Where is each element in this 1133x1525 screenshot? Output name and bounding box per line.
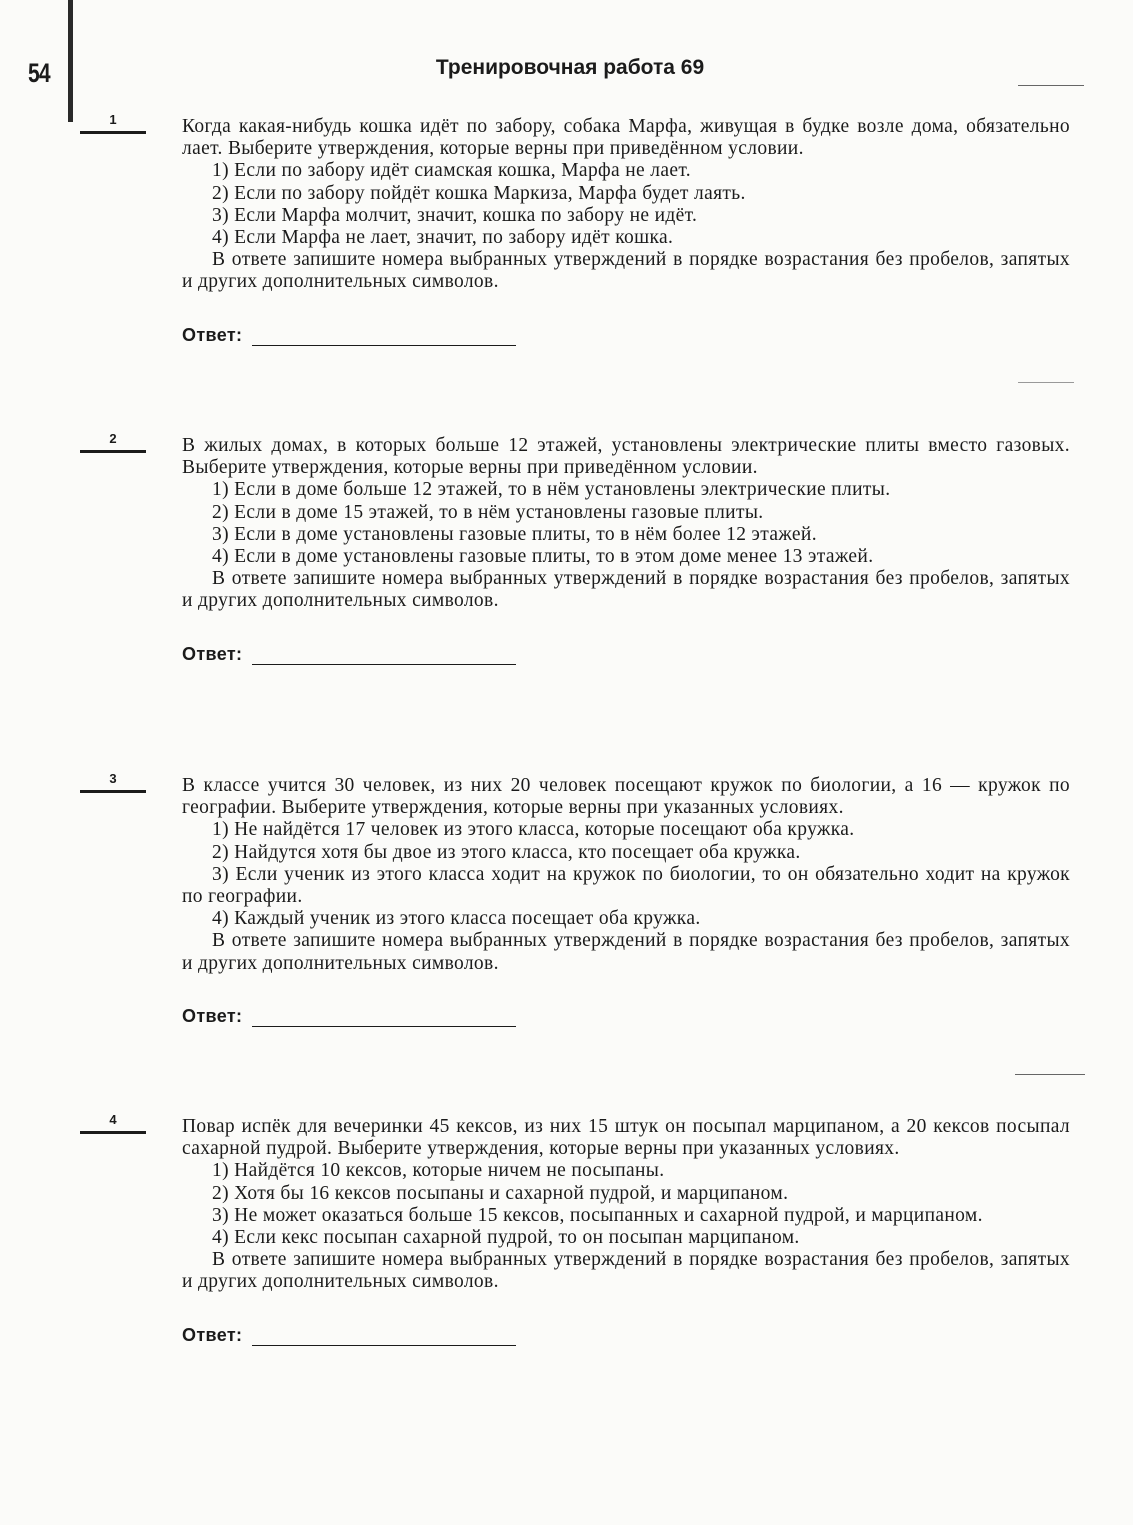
task-3	[80, 771, 1070, 1027]
scan-mark	[1015, 1074, 1085, 1075]
answer-row	[182, 1324, 1070, 1346]
task-intro: Когда какая-нибудь кошка идёт по забору, собака Марфа, живущая в будке возле дома, обязательно лает. Выберите утверждения, которые верны при приведённом условии.	[182, 116, 1070, 160]
task-instruction: В ответе запишите номера выбранных утверждений в порядке возрастания без пробелов, запятых и других дополнительных символов.	[182, 930, 1070, 974]
task-option: 3) Если ученик из этого класса ходит на кружок по биологии, то он обязательно ходит на кружок по географии.	[182, 863, 1070, 908]
answer-label: Ответ:	[182, 324, 243, 345]
page-title: Тренировочная работа 69	[435, 56, 705, 79]
task-intro: В классе учится 30 человек, из них 20 человек посещают кружок по биологии, а 16 — кружок по географии. Выберите утверждения, которые верны при указанных условиях.	[182, 775, 1070, 819]
task-instruction: В ответе запишите номера выбранных утверждений в порядке возрастания без пробелов, запятых и других дополнительных символов.	[182, 568, 1070, 612]
task-option: 2) Если в доме 15 этажей, то в нём установлены газовые плиты.	[212, 501, 764, 523]
answer-line[interactable]	[252, 1331, 516, 1346]
answer-row	[182, 1005, 1070, 1027]
task-instruction: В ответе запишите номера выбранных утверждений в порядке возрастания без пробелов, запятых и других дополнительных символов.	[182, 249, 1070, 293]
task-option: 1) Найдётся 10 кексов, которые ничем не посыпаны.	[212, 1160, 665, 1182]
margin-bar	[68, 0, 73, 122]
task-option: 4) Если в доме установлены газовые плиты, то в этом доме менее 13 этажей.	[212, 546, 874, 568]
answer-label: Ответ:	[182, 1324, 243, 1345]
answer-line[interactable]	[252, 331, 516, 346]
page-number: 54	[28, 58, 50, 88]
task-option: 3) Не может оказаться больше 15 кексов, посыпанных и сахарной пудрой, и марципаном.	[212, 1204, 983, 1226]
task-option: 4) Каждый ученик из этого класса посещает оба кружка.	[212, 908, 701, 930]
answer-line[interactable]	[252, 650, 516, 665]
task-4	[80, 1112, 1070, 1346]
task-option: 2) Хотя бы 16 кексов посыпаны и сахарной пудрой, и марципаном.	[212, 1182, 789, 1204]
task-option: 4) Если Марфа не лает, значит, по забору идёт кошка.	[212, 227, 674, 249]
answer-row	[182, 324, 1070, 346]
task-option: 1) Не найдётся 17 человек из этого класса, которые посещают оба кружка.	[212, 819, 855, 841]
task-option: 1) Если по забору идёт сиамская кошка, Марфа не лает.	[212, 160, 691, 182]
task-option: 2) Найдутся хотя бы двое из этого класса, кто посещает оба кружка.	[212, 841, 801, 863]
task-instruction: В ответе запишите номера выбранных утверждений в порядке возрастания без пробелов, запятых и других дополнительных символов.	[182, 1249, 1070, 1293]
answer-row	[182, 643, 1070, 665]
task-intro: В жилых домах, в которых больше 12 этажей, установлены электрические плиты вместо газовых. Выберите утверждения, которые верны при приведённом условии.	[182, 435, 1070, 479]
task-number: 2	[80, 431, 146, 446]
task-option: 4) Если кекс посыпан сахарной пудрой, то он посыпан марципаном.	[212, 1227, 800, 1249]
answer-label: Ответ:	[182, 1005, 243, 1026]
task-2	[80, 431, 1070, 665]
scan-mark	[1018, 85, 1084, 86]
task-option: 1) Если в доме больше 12 этажей, то в нём установлены электрические плиты.	[212, 479, 891, 501]
answer-label: Ответ:	[182, 643, 243, 664]
task-option: 2) Если по забору пойдёт кошка Маркиза, Марфа будет лаять.	[212, 182, 746, 204]
task-option: 3) Если Марфа молчит, значит, кошка по забору не идёт.	[212, 204, 698, 226]
task-number: 3	[80, 771, 146, 786]
scan-mark	[1018, 382, 1074, 383]
task-option: 3) Если в доме установлены газовые плиты, то в нём более 12 этажей.	[212, 523, 817, 545]
answer-line[interactable]	[252, 1012, 516, 1027]
task-1	[80, 112, 1070, 346]
task-intro: Повар испёк для вечеринки 45 кексов, из них 15 штук он посыпал марципаном, а 20 кексов посыпал сахарной пудрой. Выберите утверждения, которые верны при указанных условиях.	[182, 1116, 1070, 1160]
task-number: 1	[80, 112, 146, 127]
task-number: 4	[80, 1112, 146, 1127]
